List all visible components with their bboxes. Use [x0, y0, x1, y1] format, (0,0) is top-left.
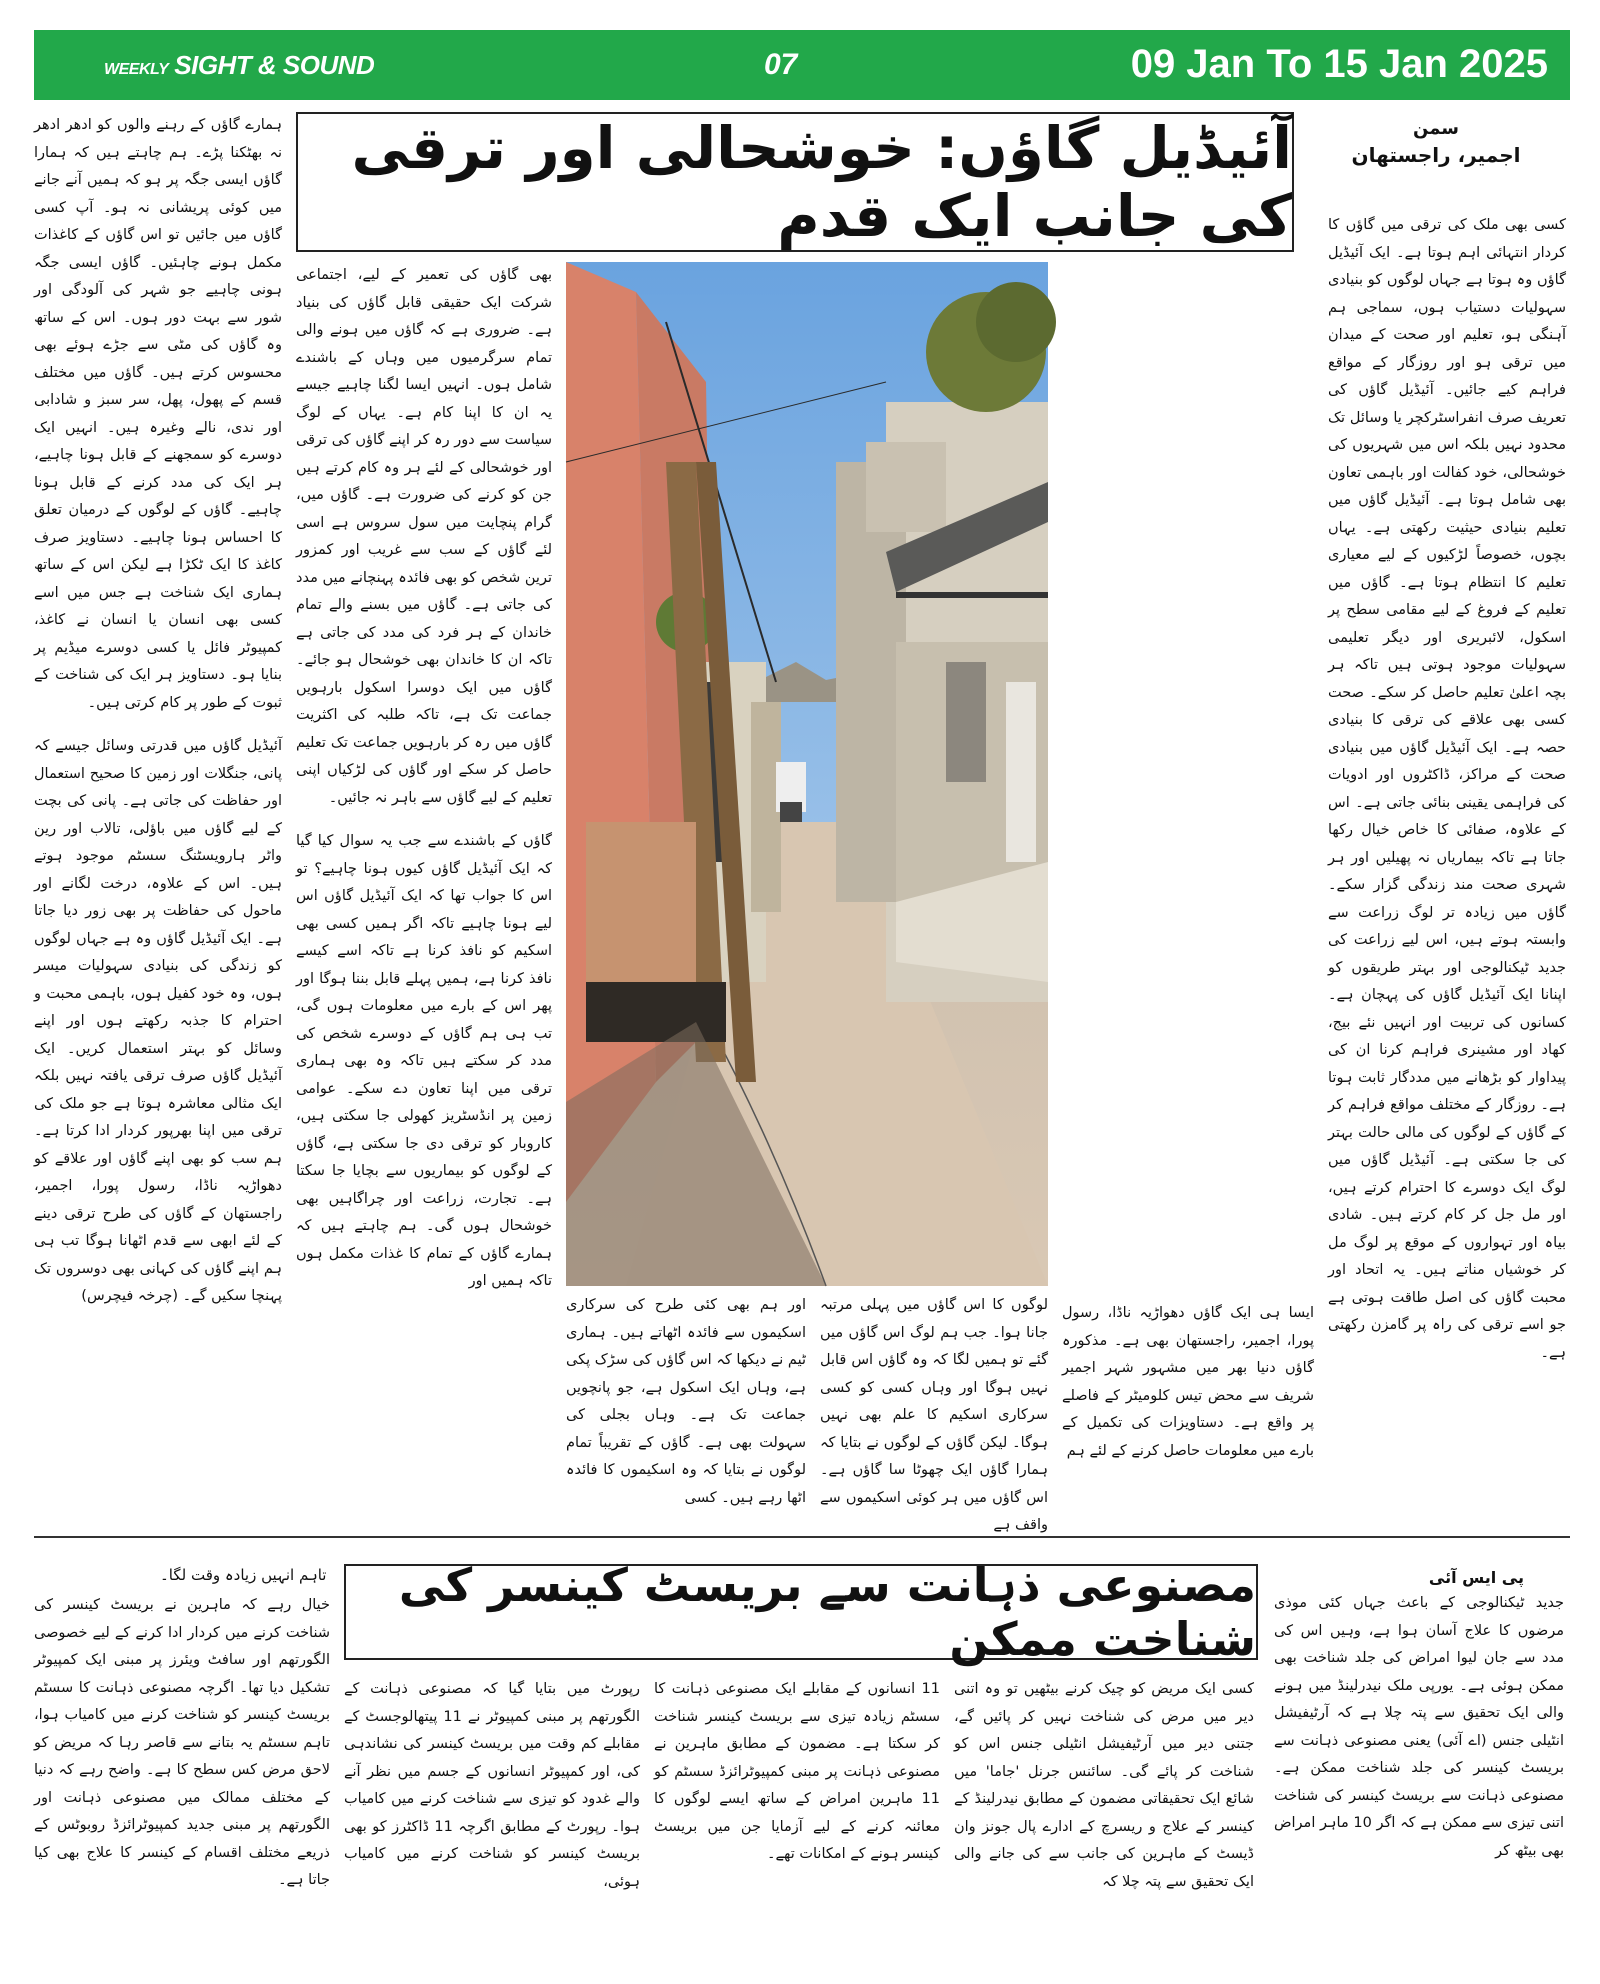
section-divider [34, 1536, 1570, 1538]
article2-source: پی ایس آئی [1428, 1568, 1524, 1587]
article2-column-4 [344, 1676, 640, 1970]
paragraph: رپورٹ میں بتایا گیا کہ مصنوعی ذہانت کے الگورتھم پر مبنی کمپیوٹر نے 11 پیتھالوجسٹ کے مقابلے کم وقت میں بریسٹ کینسر کی نشاندہی کی، اور کمپیوٹر انسانوں کے جسم میں نظر آنے والے غدود کو تیزی سے شناخت کرنے میں کامیاب ہوا۔ رپورٹ کے مطابق اگرچہ 11 ڈاکٹرز کو بھی بریسٹ کینسر کو شناخت کرنے میں کامیاب ہوئی، [344, 1681, 640, 1890]
article2-tagline: تاہم انہیں زیادہ وقت لگا۔ [160, 1566, 327, 1584]
article2-headline-box [344, 1558, 1258, 1666]
page-number: 07 [764, 48, 798, 81]
paragraph: لوگوں کا اس گاؤں میں پہلی مرتبہ جانا ہوا۔ جب ہم لوگ اس گاؤں میں گئے تو ہمیں لگا کہ وہ گاؤں اس قابل نہیں ہوگا اور وہاں کسی کو کسی سرکاری اسکیم کا علم بھی نہیں ہوگا۔ لیکن گاؤں کے لوگوں نے بتایا کہ ہمارا گاؤں ایک چھوٹا سا گاؤں ہے۔ اس گاؤں میں ہر کوئی اسکیموں سے واقف ہے [820, 1297, 1048, 1533]
issue-date: 09 Jan To 15 Jan 2025 [1130, 42, 1548, 86]
article1-column-left [34, 112, 282, 1522]
article1-headline: آئیڈیل گاؤں: خوشحالی اور ترقی کی جانب ایک قدم [351, 114, 1292, 250]
brand-prefix: WEEKLY [104, 61, 169, 78]
masthead-bar [34, 30, 1570, 100]
paragraph: جدید ٹیکنالوجی کے باعث جہاں کئی موذی مرضوں کا علاج آسان ہوا ہے، وہیں اس کی مدد سے جان لیوا امراض کی جلد شناخت بھی ممکن ہوئی ہے۔ یورپی ملک نیدرلینڈ میں ہونے والی ایک تحقیق سے پتہ چلا ہے کہ آرٹیفیشل انٹیلی جنس (اے آئی) یعنی مصنوعی ذہانت سے بریسٹ کینسر کی جلد شناخت ممکن ہے۔ مصنوعی ذہانت سے بریسٹ کینسر کی شناخت اتنی تیزی سے ممکن ہے کہ اگر 10 ماہر امراض بھی بیٹھ کر [1274, 1595, 1564, 1859]
article1-column-right [1328, 212, 1566, 1502]
brand-title: SIGHT & SOUND [174, 50, 375, 80]
article2-headline: مصنوعی ذہانت سے بریسٹ کینسر کی شناخت ممکن [398, 1558, 1256, 1666]
paragraph: آئیڈیل گاؤں میں قدرتی وسائل جیسے کہ پانی، جنگلات اور زمین کا صحیح استعمال اور حفاظت کی جاتی ہے۔ پانی کی بچت کے لیے گاؤں میں باؤلی، تالاب اور رین واٹر ہارویسٹنگ سسٹم موجود ہوتے ہیں۔ اس کے علاوہ، درخت لگانے اور ماحول کی حفاظت پر بھی زور دیا جاتا ہے۔ ایک آئیڈیل گاؤں وہ ہے جہاں لوگوں کو زندگی کی بنیادی سہولیات میسر ہوں، وہ خود کفیل ہوں، باہمی محبت و احترام کا جذبہ رکھتے ہوں اور اپنے وسائل کو بہتر استعمال کریں۔ ایک آئیڈیل گاؤں صرف ترقی یافتہ نہیں بلکہ ایک مثالی معاشرہ ہوتا ہے جو ملک کی ترقی میں اپنا بھرپور کردار ادا کرتا ہے۔ ہم سب کو بھی اپنے گاؤں اور علاقے کو دھواڑیہ ناڈا، رسول پورا، اجمیر، راجستھان کے گاؤں کی طرح ترقی دینے کے لئے ابھی سے قدم اٹھانا ہوگا تب ہی ہم اپنے گاؤں کی کہانی بھی دوسروں تک پہنچا سکیں گے۔ (چرخہ فیچرس) [34, 738, 282, 1304]
paragraph: ایسا ہی ایک گاؤں دھواڑیہ ناڈا، رسول پورا، اجمیر، راجستھان بھی ہے۔ مذکورہ گاؤں دنیا بھر میں مشہور شہر اجمیر شریف سے محض تیس کلومیٹر کے فاصلے پر واقع ہے۔ دستاویزات کی تکمیل کے بارے میں معلومات حاصل کرنے کے لئے ہم [1062, 1305, 1314, 1459]
article2-column-3 [654, 1676, 940, 1970]
article1-byline [1336, 118, 1536, 167]
village-street-photo [566, 262, 1048, 1286]
author-name: سمن [1413, 118, 1459, 139]
article1-bottom-column-1 [1062, 1300, 1314, 1520]
paragraph: بھی گاؤں کی تعمیر کے لیے، اجتماعی شرکت ایک حقیقی قابل گاؤں کی بنیاد ہے۔ ضروری ہے کہ گاؤں میں ہونے والی تمام سرگرمیوں میں وہاں کے باشندے شامل ہوں۔ انہیں ایسا لگنا چاہیے جیسے یہ ان کا اپنا کام ہے۔ یہاں کے لوگ سیاست سے دور رہ کر اپنے گاؤں کی ترقی اور خوشحالی کے لئے ہر وہ کام کرتے ہیں جن کو کرنے کی ضرورت ہے۔ گاؤں میں، گرام پنچایت میں سول سروس ہے اسی لئے گاؤں کے سب سے غریب اور کمزور ترین شخص کو بھی فائدہ پہنچانے میں مدد کی جاتی ہے۔ گاؤں میں بسنے والے تمام خاندان کے ہر فرد کی مدد کی جاتی ہے تاکہ ان کا خاندان بھی خوشحال ہو جائے۔ گاؤں میں ایک دوسرا اسکول بارہویں جماعت تک ہے، تاکہ طلبہ کی اکثریت گاؤں میں رہ کر بارہویں جماعت تک تعلیم حاصل کر سکے اور گاؤں کی لڑکیاں اپنی تعلیم کے لیے گاؤں سے باہر نہ جائیں۔ [296, 267, 552, 806]
author-location: اجمیر، راجستھان [1351, 143, 1521, 167]
paragraph: گاؤں کے باشندے سے جب یہ سوال کیا گیا کہ ایک آئیڈیل گاؤں کیوں ہونا چاہیے؟ تو اس کا جواب تھا کہ ایک آئیڈیل گاؤں اس لیے ہونا چاہیے تاکہ اگر ہمیں کسی بھی اسکیم کو نافذ کرنا ہے تاکہ اسے کیسے نافذ کرنا ہے، ہمیں پہلے قابل بننا ہوگا اور پھر اس کے بارے میں معلومات ہوں گی، تب ہی ہم گاؤں کے دوسرے شخص کی مدد کر سکتے ہیں تاکہ وہ بھی ہماری ترقی میں اپنا تعاون دے سکے۔ عوامی زمین پر انڈسٹریز کھولی جا سکتی ہیں، کاروبار کو ترقی دی جا سکتی ہے، گاؤں کے لوگوں کو بیماریوں سے بچایا جا سکتا ہے۔ تجارت، زراعت اور چراگاہیں بھی خوشحال ہوں گی۔ ہم چاہتے ہیں کہ ہمارے گاؤں کے تمام کا غذات مکمل ہوں تاکہ ہمیں اور [296, 833, 552, 1289]
paragraph: کسی ایک مریض کو چیک کرنے بیٹھیں تو وہ اتنی دیر میں مرض کی شناخت نہیں کر پائیں گے، جتنی دیر میں آرٹیفیشل انٹیلی جنس اس کو شناخت کر پائے گی۔ سائنس جرنل 'جاما' میں شائع ایک تحقیقاتی مضمون کے مطابق نیدرلینڈ کے کینسر کے علاج و ریسرچ کے ادارے پال جونز وان ڈیسٹ کے ماہرین کی جانب سے کی جانے والی ایک تحقیق سے پتہ چلا کہ [954, 1681, 1254, 1890]
article2-column-2 [954, 1676, 1254, 1970]
paragraph: ہمارے گاؤں کے رہنے والوں کو ادھر ادھر نہ بھٹکنا پڑے۔ ہم چاہتے ہیں کہ ہمارا گاؤں ایسی جگہ پر ہو کہ ہمیں آنے جانے میں کوئی پریشانی نہ ہو۔ آپ کسی گاؤں میں جائیں تو اس گاؤں کے کاغذات مکمل ہونے چاہئیں۔ گاؤں ایسی جگہ ہونی چاہیے جو شہر کی آلودگی اور شور سے بہت دور ہوں۔ اس کے ساتھ وہ گاؤں کی مٹی سے جڑے ہوئے بھی محسوس کرتے ہیں۔ گاؤں میں مختلف قسم کے پھول، پھل، سر سبز و شادابی اور ندی، نالے وغیرہ ہیں۔ انہیں ایک دوسرے کو سمجھنے کے قابل ہونا چاہیے، ہر ایک کی مدد کرنے کے قابل ہونا چاہیے۔ گاؤں کے لوگوں کے درمیان تعلق کا احساس ہونا چاہیے۔ دستاویز صرف کاغذ کا ایک ٹکڑا ہے لیکن اس کے ساتھ ہماری ایک شناخت ہے جس میں اسے کسی بھی انسان یا انسان نے کاغذ، کمپیوٹر فائل یا کسی دوسرے میڈیم پر بنایا ہو۔ دستاویز ہر ایک کی شناخت کے ثبوت کے طور پر کام کرتی ہیں۔ [34, 117, 282, 711]
article1-column-middle [296, 262, 552, 1289]
paragraph: کسی بھی ملک کی ترقی میں گاؤں کا کردار انتہائی اہم ہوتا ہے۔ ایک آئیڈیل گاؤں وہ ہوتا ہے جہاں لوگوں کو بنیادی سہولیات دستیاب ہوں، سماجی ہم آہنگی ہو، تعلیم اور صحت کے میدان میں ترقی ہو اور روزگار کے مواقع فراہم کیے جائیں۔ آئیڈیل گاؤں کی تعریف صرف انفراسٹرکچر یا وسائل تک محدود نہیں بلکہ اس میں شہریوں کی خوشحالی، خود کفالت اور باہمی تعاون بھی شامل ہوتا ہے۔ آئیڈیل گاؤں میں تعلیم بنیادی حیثیت رکھتی ہے۔ یہاں بچوں، خصوصاً لڑکیوں کے لیے معیاری تعلیم کا انتظام ہوتا ہے۔ گاؤں میں تعلیم کے فروغ کے لیے مقامی سطح پر اسکول، لائبریری اور دیگر تعلیمی سہولیات موجود ہوتی ہیں تاکہ ہر بچہ اعلیٰ تعلیم حاصل کر سکے۔ صحت کسی بھی علاقے کی ترقی کا بنیادی حصہ ہے۔ ایک آئیڈیل گاؤں میں بنیادی صحت کے مراکز، ڈاکٹروں اور ادویات کی فراہمی یقینی بنائی جاتی ہے۔ اس کے علاوہ، صفائی کا خاص خیال رکھا جاتا ہے تاکہ بیماریاں نہ پھیلیں اور ہر شہری صحت مند زندگی گزار سکے۔ گاؤں میں زیادہ تر لوگ زراعت سے وابستہ ہوتے ہیں، اس لیے زراعت کی جدید ٹیکنالوجی اور بہتر طریقوں کو اپنانا ایک آئیڈیل گاؤں کی پہچان ہے۔ کسانوں کی تربیت اور انہیں نئے بیج، کھاد اور مشینری فراہم کرنا ان کی پیداوار کو بڑھانے میں مددگار ثابت ہوتا ہے۔ روزگار کے مختلف مواقع فراہم کر کے گاؤں کے لوگوں کی مالی حالت بہتر کی جا سکتی ہے۔ آئیڈیل گاؤں میں لوگ ایک دوسرے کا احترام کرتے ہیں، اور مل جل کر کام کرتے ہیں۔ شادی بیاہ اور تہواروں کے موقع پر لوگ مل کر خوشیاں مناتے ہیں۔ یہ اتحاد اور محبت گاؤں کی اصل طاقت ہوتی ہے جو اسے ترقی کی راہ پر گامزن رکھتی ہے۔ [1328, 217, 1566, 1361]
article2-column-5 [34, 1592, 330, 1970]
article1-headline-box [296, 112, 1294, 252]
street-image-illustration [566, 262, 1048, 1286]
publication-name [104, 50, 374, 81]
article1-bottom-column-3 [566, 1292, 806, 1520]
paragraph: 11 انسانوں کے مقابلے ایک مصنوعی ذہانت کا سسٹم زیادہ تیزی سے بریسٹ کینسر شناخت کر سکتا ہے۔ مضمون کے مطابق ماہرین نے مصنوعی ذہانت پر مبنی کمپیوٹرائزڈ سسٹم کو 11 ماہرین امراض کے ساتھ ایسے لوگوں کا معائنہ کرنے کے لیے آزمایا جن میں بریسٹ کینسر ہونے کے امکانات تھے۔ [654, 1681, 940, 1862]
paragraph: اور ہم بھی کئی طرح کی سرکاری اسکیموں سے فائدہ اٹھاتے ہیں۔ ہماری ٹیم نے دیکھا کہ اس گاؤں کی سڑک پکی ہے، وہاں ایک اسکول ہے، جو پانچویں جماعت تک ہے۔ وہاں بجلی کی سہولت بھی ہے۔ گاؤں کے تقریباً تمام لوگوں نے بتایا کہ وہ اسکیموں کا فائدہ اٹھا رہے ہیں۔ کسی [566, 1297, 806, 1506]
article2-column-1 [1274, 1590, 1564, 1970]
article1-bottom-column-2 [820, 1292, 1048, 1533]
paragraph: خیال رہے کہ ماہرین نے بریسٹ کینسر کی شناخت کرنے میں کردار ادا کرنے کے لیے خصوصی الگورتھم اور سافٹ ویئرز پر مبنی ایک کمپیوٹر تشکیل دیا تھا۔ اگرچہ مصنوعی ذہانت کا سسٹم بریسٹ کینسر کو شناخت کرنے میں کامیاب ہوا، تاہم سسٹم یہ بتانے سے قاصر رہا کہ مریض کو لاحق مرض کس سطح کا ہے۔ واضح رہے کہ دنیا کے مختلف ممالک میں مصنوعی ذہانت اور الگورتھم پر مبنی جدید کمپیوٹرائزڈ روبوٹس کے ذریعے مختلف اقسام کے کینسر کا علاج بھی کیا جاتا ہے۔ [34, 1597, 330, 1888]
